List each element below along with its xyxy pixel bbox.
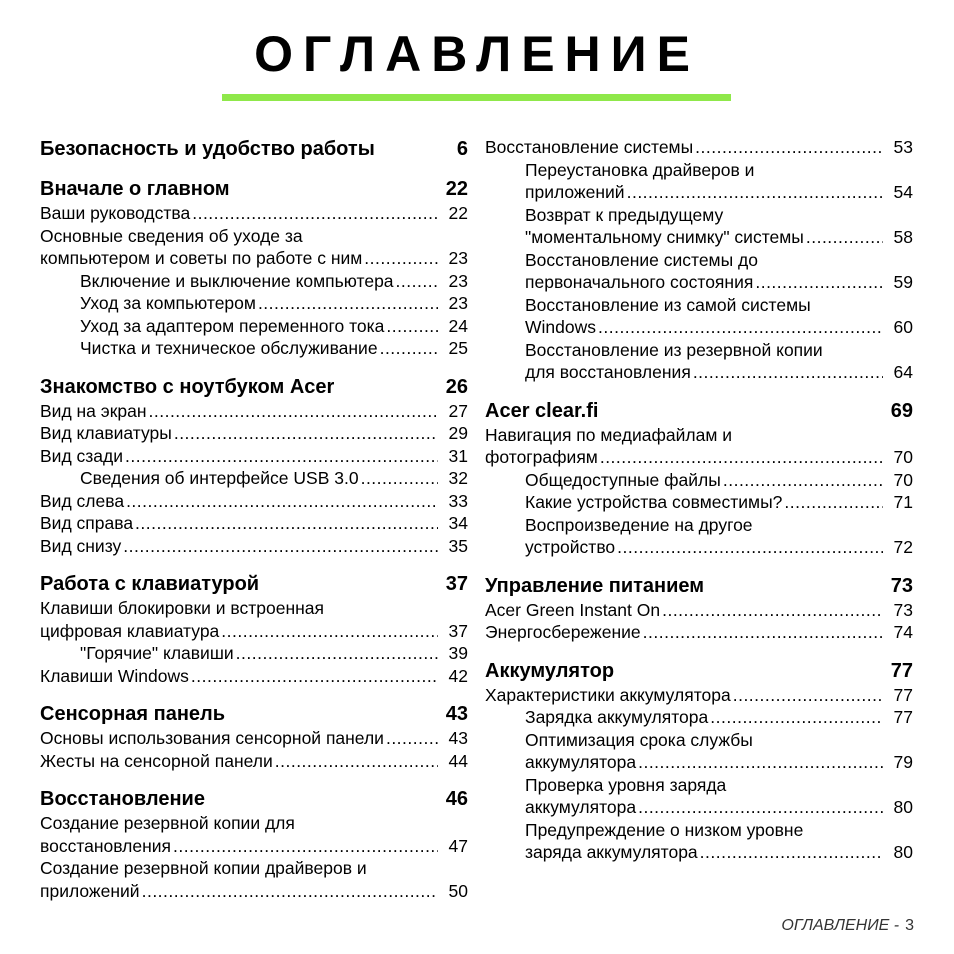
entry-title: Зарядка аккумулятора: [525, 707, 709, 727]
entry-title: Сведения об интерфейсе USB 3.0: [80, 468, 359, 488]
entry-title: Вид на экран: [40, 400, 147, 421]
dot-leader: [275, 750, 438, 773]
entry-title: Уход за компьютером: [80, 293, 256, 313]
entry-page-number: 70: [893, 469, 913, 490]
entry-page-number: 34: [448, 513, 468, 533]
toc-entry[interactable]: [40, 337, 468, 360]
entry-title: заряда аккумулятора: [525, 842, 698, 862]
toc-entry[interactable]: [485, 249, 913, 294]
entry-page-number: 79: [893, 752, 913, 772]
section-title: Сенсорная панель: [40, 703, 226, 725]
entry-title: Вид слева: [40, 490, 125, 511]
entry-title: Вид справа: [40, 513, 134, 533]
dot-leader: [733, 684, 883, 707]
entry-page-number: 27: [448, 400, 468, 421]
toc-entry[interactable]: [40, 225, 468, 270]
entry-title-line: Навигация по медиафайлам и: [485, 424, 732, 445]
toc-entry[interactable]: [40, 597, 468, 642]
dot-leader: [236, 642, 438, 665]
dot-leader: [380, 337, 438, 360]
footer-label: ОГЛАВЛЕНИЕ -: [781, 917, 900, 934]
entry-title: приложений: [525, 182, 625, 202]
toc-section-heading[interactable]: [40, 571, 468, 597]
entry-page-number: 80: [893, 797, 913, 817]
entry-page-number: 72: [893, 537, 913, 557]
entry-title: фотографиям: [485, 447, 598, 467]
dot-leader: [221, 620, 438, 643]
entry-page-number: 23: [448, 293, 468, 313]
entry-title: Чистка и техническое обслуживание: [80, 338, 378, 358]
entry-page-number: 31: [448, 445, 468, 466]
entry-title-line: Создание резервной копии для: [40, 813, 295, 833]
toc-section-heading[interactable]: [40, 136, 468, 162]
entry-page-number: 73: [893, 599, 913, 620]
entry-page-number: 71: [893, 492, 913, 512]
section-title: Безопасность и удобство работы: [40, 138, 375, 160]
dot-leader: [617, 536, 883, 559]
entry-page-number: 53: [893, 137, 913, 157]
dot-leader: [598, 316, 883, 339]
entry-title-line: Восстановление системы до: [525, 249, 758, 270]
toc-entry[interactable]: [40, 490, 468, 513]
dot-leader: [123, 535, 438, 558]
toc-entry[interactable]: [40, 422, 468, 445]
entry-title-line: Создание резервной копии драйверов и: [40, 858, 367, 878]
entry-title-line: Основные сведения об уходе за: [40, 225, 303, 246]
entry-title: Какие устройства совместимы?: [525, 492, 783, 512]
toc-section-heading[interactable]: [485, 573, 913, 599]
entry-title: аккумулятора: [525, 752, 637, 772]
entry-page-number: 22: [448, 203, 468, 223]
toc-entry[interactable]: [485, 424, 913, 469]
entry-page-number: 80: [893, 842, 913, 862]
toc-entry[interactable]: [40, 315, 468, 338]
toc-entry[interactable]: [485, 729, 913, 774]
entry-title: Клавиши Windows: [40, 665, 189, 686]
dot-leader: [755, 271, 883, 294]
entry-title-line: Оптимизация срока службы: [525, 729, 753, 750]
dot-leader: [142, 880, 438, 903]
entry-title: Уход за адаптером переменного тока: [80, 315, 385, 336]
toc-entry[interactable]: [40, 812, 468, 857]
entry-page-number: 44: [448, 750, 468, 771]
dot-leader: [600, 446, 883, 469]
entry-page-number: 23: [448, 270, 468, 291]
entry-page-number: 60: [893, 317, 913, 337]
dot-leader: [784, 491, 883, 514]
entry-title: первоначального состояния: [525, 272, 754, 292]
dot-leader: [126, 490, 438, 513]
toc-entry[interactable]: [40, 270, 468, 293]
section-page-number: 6: [456, 138, 468, 160]
entry-title: компьютером и советы по работе с ним: [40, 248, 363, 268]
toc-entry[interactable]: [485, 294, 913, 339]
toc-entry[interactable]: [485, 599, 913, 622]
toc-entry[interactable]: [485, 491, 913, 514]
dot-leader: [695, 136, 883, 159]
section-page-number: 43: [445, 703, 468, 725]
toc-entry[interactable]: [40, 202, 468, 225]
entry-page-number: 37: [448, 620, 468, 641]
section-page-number: 37: [445, 573, 468, 595]
dot-leader: [643, 621, 883, 644]
toc-entry[interactable]: [485, 159, 913, 204]
dot-leader: [191, 665, 438, 688]
entry-page-number: 42: [448, 665, 468, 686]
entry-page-number: 24: [448, 315, 468, 336]
entry-title-line: Предупреждение о низком уровне: [525, 819, 804, 840]
section-page-number: 69: [890, 399, 913, 422]
entry-page-number: 70: [893, 447, 913, 467]
toc-section-heading[interactable]: [40, 701, 468, 727]
section-title: Восстановление: [40, 788, 205, 810]
dot-leader: [364, 247, 438, 270]
toc-entry[interactable]: [485, 621, 913, 644]
dot-leader: [627, 181, 883, 204]
entry-title: для восстановления: [525, 362, 691, 382]
toc-entry[interactable]: [485, 136, 913, 159]
entry-title: Включение и выключение компьютера: [80, 270, 394, 291]
entry-page-number: 77: [893, 684, 913, 705]
toc-entry[interactable]: [485, 204, 913, 249]
dot-leader: [662, 599, 883, 622]
entry-page-number: 33: [448, 490, 468, 511]
section-title: Работа с клавиатурой: [40, 573, 260, 595]
entry-page-number: 25: [448, 338, 468, 358]
entry-page-number: 58: [893, 227, 913, 247]
toc-entry[interactable]: [40, 535, 468, 558]
toc-entry[interactable]: [40, 727, 468, 750]
dot-leader: [638, 751, 883, 774]
entry-page-number: 32: [448, 468, 468, 488]
entry-page-number: 74: [893, 622, 913, 642]
section-page-number: 73: [890, 574, 913, 597]
toc-entry[interactable]: [40, 400, 468, 423]
toc-entry[interactable]: [40, 750, 468, 773]
entry-page-number: 23: [448, 248, 468, 268]
toc-entry[interactable]: [485, 469, 913, 492]
entry-title: аккумулятора: [525, 797, 637, 817]
section-title: Вначале о главном: [40, 178, 230, 200]
dot-leader: [258, 292, 438, 315]
section-page-number: 46: [445, 788, 468, 810]
dot-leader: [723, 469, 883, 492]
entry-page-number: 54: [893, 182, 913, 202]
entry-page-number: 64: [893, 362, 913, 382]
dot-leader: [192, 202, 438, 225]
entry-page-number: 77: [893, 707, 913, 727]
entry-page-number: 50: [448, 880, 468, 901]
entry-title: Общедоступные файлы: [525, 469, 721, 490]
entry-title: Энергосбережение: [485, 622, 641, 642]
toc-entry[interactable]: [40, 665, 468, 688]
dot-leader: [806, 226, 883, 249]
toc-entry[interactable]: [485, 819, 913, 864]
toc-section-heading[interactable]: [40, 176, 468, 202]
toc-entry[interactable]: [40, 467, 468, 490]
entry-title: цифровая клавиатура: [40, 620, 220, 641]
dot-leader: [396, 270, 438, 293]
toc-column-left: [40, 136, 468, 902]
dot-leader: [700, 841, 883, 864]
toc-entry[interactable]: [40, 512, 468, 535]
toc-entry[interactable]: [485, 774, 913, 819]
entry-title: Windows: [525, 317, 596, 337]
dot-leader: [386, 315, 438, 338]
section-title: Знакомство с ноутбуком Acer: [40, 375, 335, 398]
page-title: ОГЛАВЛЕНИЕ: [254, 26, 700, 82]
section-page-number: 26: [445, 375, 468, 398]
entry-title: устройство: [525, 537, 616, 557]
section-page-number: 22: [445, 178, 468, 200]
section-page-number: 77: [890, 659, 913, 682]
entry-title: восстановления: [40, 835, 172, 856]
entry-title: "моментальному снимку" системы: [525, 227, 804, 247]
dot-leader: [173, 835, 438, 858]
toc-entry[interactable]: [485, 706, 913, 729]
dot-leader: [361, 467, 438, 490]
entry-title: Вид клавиатуры: [40, 423, 172, 443]
toc-section-heading[interactable]: [485, 398, 913, 424]
entry-title-line: Восстановление из самой системы: [525, 294, 811, 315]
entry-title-line: Восстановление из резервной копии: [525, 339, 823, 360]
dot-leader: [149, 400, 439, 423]
dot-leader: [174, 422, 438, 445]
section-title: Аккумулятор: [485, 659, 615, 682]
section-title: Acer clear.fi: [485, 399, 599, 422]
entry-title: Характеристики аккумулятора: [485, 684, 731, 705]
entry-title: Основы использования сенсорной панели: [40, 728, 384, 748]
entry-title: Вид сзади: [40, 445, 124, 466]
dot-leader: [135, 512, 438, 535]
entry-page-number: 39: [448, 643, 468, 663]
title-underline: [222, 94, 731, 101]
entry-title: Вид снизу: [40, 535, 122, 556]
entry-title-line: Возврат к предыдущему: [525, 204, 724, 225]
entry-page-number: 47: [448, 835, 468, 856]
entry-title: приложений: [40, 880, 140, 901]
toc-column-right: [485, 136, 913, 864]
toc-entry[interactable]: [485, 514, 913, 559]
entry-title-line: Проверка уровня заряда: [525, 774, 727, 795]
entry-title: Acer Green Instant On: [485, 599, 661, 620]
toc-entry[interactable]: [40, 642, 468, 665]
toc-section-heading[interactable]: [40, 786, 468, 812]
toc-entry[interactable]: [485, 339, 913, 384]
dot-leader: [386, 727, 438, 750]
toc-entry[interactable]: [40, 292, 468, 315]
dot-leader: [710, 706, 883, 729]
entry-page-number: 59: [893, 272, 913, 292]
page-footer: [781, 917, 914, 935]
dot-leader: [125, 445, 438, 468]
entry-title: Восстановление системы: [485, 137, 694, 157]
toc-entry[interactable]: [485, 684, 913, 707]
toc-section-heading[interactable]: [485, 658, 913, 684]
entry-title-line: Воспроизведение на другое: [525, 514, 753, 535]
entry-title-line: Переустановка драйверов и: [525, 159, 755, 180]
section-title: Управление питанием: [485, 574, 705, 597]
toc-entry[interactable]: [40, 857, 468, 902]
entry-title: "Горячие" клавиши: [80, 643, 234, 663]
dot-leader: [693, 361, 883, 384]
dot-leader: [638, 796, 883, 819]
entry-title: Ваши руководства: [40, 203, 191, 223]
entry-page-number: 29: [448, 423, 468, 443]
entry-title: Жесты на сенсорной панели: [40, 750, 273, 771]
entry-title-line: Клавиши блокировки и встроенная: [40, 598, 324, 618]
entry-page-number: 43: [448, 728, 468, 748]
toc-entry[interactable]: [40, 445, 468, 468]
footer-page-number: 3: [905, 917, 914, 934]
toc-section-heading[interactable]: [40, 374, 468, 400]
entry-page-number: 35: [448, 535, 468, 556]
